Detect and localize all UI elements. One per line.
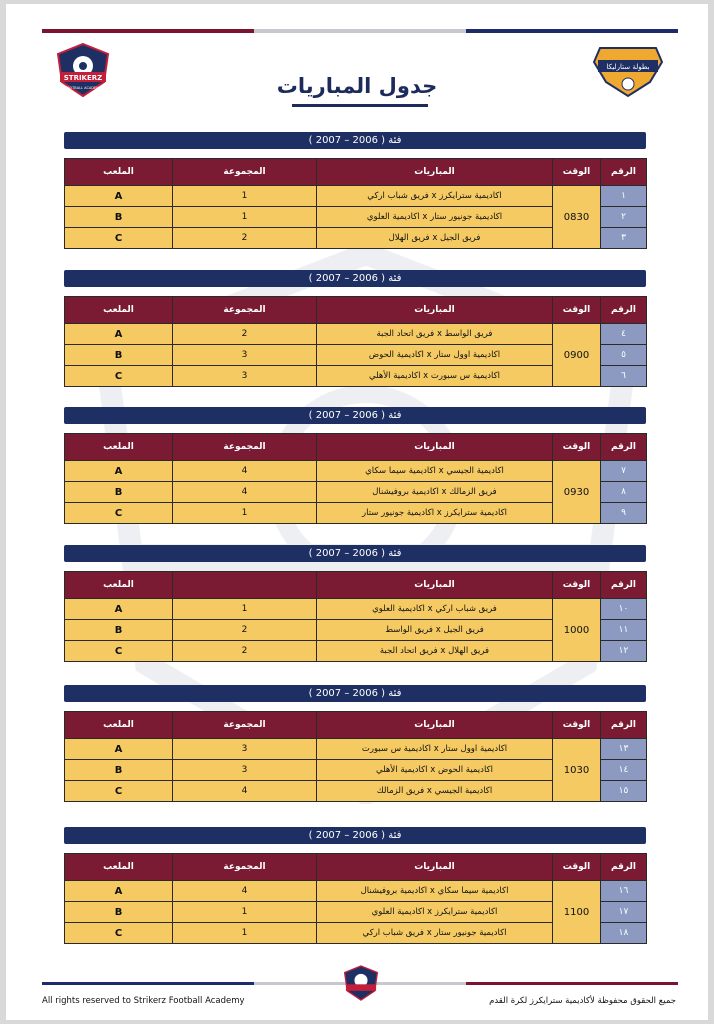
- pitch-cell: B: [65, 482, 173, 503]
- table-row: [65, 599, 647, 620]
- header-number: الرقم: [601, 434, 647, 461]
- title-underline: [292, 104, 428, 107]
- group-cell: 4: [173, 881, 317, 902]
- group-cell: 2: [173, 228, 317, 249]
- match-cell: فريق الزمالك x اكاديمية بروفيشنال: [317, 482, 553, 503]
- pitch-cell: B: [65, 207, 173, 228]
- header-pitch: الملعب: [65, 572, 173, 599]
- match-cell: فريق الجيل x فريق الواسط: [317, 620, 553, 641]
- pitch-cell: C: [65, 641, 173, 662]
- match-cell: فريق شباب اركي x اكاديمية العلوي: [317, 599, 553, 620]
- header-time: الوقت: [553, 159, 601, 186]
- header-time: الوقت: [553, 572, 601, 599]
- match-cell: اكاديمية سترايكرز x اكاديمية العلوي: [317, 902, 553, 923]
- time-cell: 0900: [553, 324, 601, 387]
- bottom-divider-navy: [42, 982, 254, 985]
- header-group: [173, 572, 317, 599]
- match-cell: فريق الواسط x فريق اتحاد الجبة: [317, 324, 553, 345]
- schedule-page: [6, 4, 708, 1020]
- pitch-cell: B: [65, 620, 173, 641]
- matches-table: [64, 571, 647, 662]
- header-matches: المباريات: [317, 434, 553, 461]
- header-time: الوقت: [553, 297, 601, 324]
- group-cell: 1: [173, 207, 317, 228]
- pitch-cell: B: [65, 902, 173, 923]
- category-bar: فئة ( 2006 – 2007 ): [64, 545, 646, 562]
- time-cell: 1000: [553, 599, 601, 662]
- group-cell: 2: [173, 620, 317, 641]
- group-cell: 4: [173, 781, 317, 802]
- match-cell: فريق الهلال x فريق اتحاد الجبة: [317, 641, 553, 662]
- header-time: الوقت: [553, 854, 601, 881]
- category-bar: فئة ( 2006 – 2007 ): [64, 132, 646, 149]
- match-cell: اكاديمية سترايكرز x اكاديمية جونيور ستار: [317, 503, 553, 524]
- match-cell: اكاديمية سترايكرز x فريق شباب اركي: [317, 186, 553, 207]
- group-cell: 4: [173, 482, 317, 503]
- category-bar: فئة ( 2006 – 2007 ): [64, 827, 646, 844]
- header-number: الرقم: [601, 159, 647, 186]
- time-cell: 0930: [553, 461, 601, 524]
- top-divider-navy: [466, 29, 678, 33]
- group-cell: 2: [173, 324, 317, 345]
- svg-text:بطولة ستارليكا: بطولة ستارليكا: [606, 63, 650, 71]
- number-cell: ٦: [601, 366, 647, 387]
- page-title: جدول المباريات: [276, 74, 438, 98]
- match-cell: اكاديمية جونيور ستار x اكاديمية العلوي: [317, 207, 553, 228]
- group-cell: 3: [173, 345, 317, 366]
- pitch-cell: A: [65, 461, 173, 482]
- pitch-cell: C: [65, 228, 173, 249]
- schedule-section: [64, 827, 646, 944]
- time-cell: 1030: [553, 739, 601, 802]
- matches-table: [64, 853, 647, 944]
- group-cell: 1: [173, 186, 317, 207]
- pitch-cell: A: [65, 186, 173, 207]
- svg-text:FOOTBALL ACADEMY: FOOTBALL ACADEMY: [64, 86, 102, 90]
- group-cell: 3: [173, 760, 317, 781]
- top-divider-maroon: [42, 29, 254, 33]
- matches-table: [64, 158, 647, 249]
- header-group: المجموعة: [173, 854, 317, 881]
- header-matches: المباريات: [317, 297, 553, 324]
- header-group: المجموعة: [173, 159, 317, 186]
- match-cell: فريق الجيل x فريق الهلال: [317, 228, 553, 249]
- group-cell: 1: [173, 599, 317, 620]
- footer-copyright-ar: جميع الحقوق محفوظة لأكاديمية سترايكرز لكرة القدم: [489, 996, 676, 1006]
- group-cell: 1: [173, 923, 317, 944]
- match-cell: اكاديمية سيما سكاي x اكاديمية بروفيشنال: [317, 881, 553, 902]
- number-cell: ٩: [601, 503, 647, 524]
- time-cell: 0830: [553, 186, 601, 249]
- header-number: الرقم: [601, 297, 647, 324]
- pitch-cell: C: [65, 923, 173, 944]
- table-row: [65, 881, 647, 902]
- header-group: المجموعة: [173, 434, 317, 461]
- header-matches: المباريات: [317, 572, 553, 599]
- header-group: المجموعة: [173, 712, 317, 739]
- number-cell: ١٣: [601, 739, 647, 760]
- match-cell: اكاديمية الحوض x اكاديمية الأهلي: [317, 760, 553, 781]
- header-pitch: الملعب: [65, 434, 173, 461]
- number-cell: ١٦: [601, 881, 647, 902]
- category-bar: فئة ( 2006 – 2007 ): [64, 407, 646, 424]
- header-matches: المباريات: [317, 854, 553, 881]
- number-cell: ١٠: [601, 599, 647, 620]
- matches-table: [64, 433, 647, 524]
- number-cell: ١٥: [601, 781, 647, 802]
- number-cell: ١٢: [601, 641, 647, 662]
- pitch-cell: A: [65, 599, 173, 620]
- schedule-section: [64, 685, 646, 802]
- match-cell: اكاديمية اوول ستار x اكاديمية الحوض: [317, 345, 553, 366]
- table-row: [65, 186, 647, 207]
- category-bar: فئة ( 2006 – 2007 ): [64, 270, 646, 287]
- match-cell: اكاديمية جونيور ستار x فريق شباب اركي: [317, 923, 553, 944]
- category-bar: فئة ( 2006 – 2007 ): [64, 685, 646, 702]
- schedule-section: [64, 545, 646, 662]
- number-cell: ٨: [601, 482, 647, 503]
- header-number: الرقم: [601, 854, 647, 881]
- matches-table: [64, 711, 647, 802]
- table-row: [65, 461, 647, 482]
- header-pitch: الملعب: [65, 297, 173, 324]
- number-cell: ٢: [601, 207, 647, 228]
- group-cell: 4: [173, 461, 317, 482]
- number-cell: ٧: [601, 461, 647, 482]
- match-cell: اكاديمية اوول ستار x اكاديمية س سبورت: [317, 739, 553, 760]
- header-number: الرقم: [601, 572, 647, 599]
- header-pitch: الملعب: [65, 159, 173, 186]
- header-time: الوقت: [553, 434, 601, 461]
- header-group: المجموعة: [173, 297, 317, 324]
- header-pitch: الملعب: [65, 712, 173, 739]
- header-matches: المباريات: [317, 712, 553, 739]
- pitch-cell: A: [65, 881, 173, 902]
- pitch-cell: B: [65, 345, 173, 366]
- pitch-cell: C: [65, 781, 173, 802]
- svg-text:STRIKERZ: STRIKERZ: [63, 74, 103, 82]
- number-cell: ٤: [601, 324, 647, 345]
- schedule-section: [64, 132, 646, 249]
- header-matches: المباريات: [317, 159, 553, 186]
- top-divider-grey: [254, 29, 466, 33]
- number-cell: ٣: [601, 228, 647, 249]
- number-cell: ١٨: [601, 923, 647, 944]
- bottom-divider-maroon: [466, 982, 678, 985]
- number-cell: ١١: [601, 620, 647, 641]
- table-row: [65, 739, 647, 760]
- group-cell: 3: [173, 366, 317, 387]
- number-cell: ١: [601, 186, 647, 207]
- group-cell: 1: [173, 503, 317, 524]
- header-number: الرقم: [601, 712, 647, 739]
- pitch-cell: C: [65, 366, 173, 387]
- pitch-cell: A: [65, 739, 173, 760]
- group-cell: 3: [173, 739, 317, 760]
- header-time: الوقت: [553, 712, 601, 739]
- header-pitch: الملعب: [65, 854, 173, 881]
- pitch-cell: C: [65, 503, 173, 524]
- number-cell: ١٧: [601, 902, 647, 923]
- match-cell: اكاديمية الجيسي x اكاديمية سيما سكاي: [317, 461, 553, 482]
- pitch-cell: A: [65, 324, 173, 345]
- time-cell: 1100: [553, 881, 601, 944]
- footer-copyright-en: All rights reserved to Strikerz Football Academy: [42, 996, 245, 1006]
- match-cell: اكاديمية س سبورت x اكاديمية الأهلي: [317, 366, 553, 387]
- number-cell: ١٤: [601, 760, 647, 781]
- match-cell: اكاديمية الجيسي x فريق الزمالك: [317, 781, 553, 802]
- table-row: [65, 324, 647, 345]
- schedule-section: [64, 270, 646, 387]
- pitch-cell: B: [65, 760, 173, 781]
- schedule-section: [64, 407, 646, 524]
- strikerz-logo-small: [342, 964, 380, 1002]
- number-cell: ٥: [601, 345, 647, 366]
- group-cell: 2: [173, 641, 317, 662]
- group-cell: 1: [173, 902, 317, 923]
- matches-table: [64, 296, 647, 387]
